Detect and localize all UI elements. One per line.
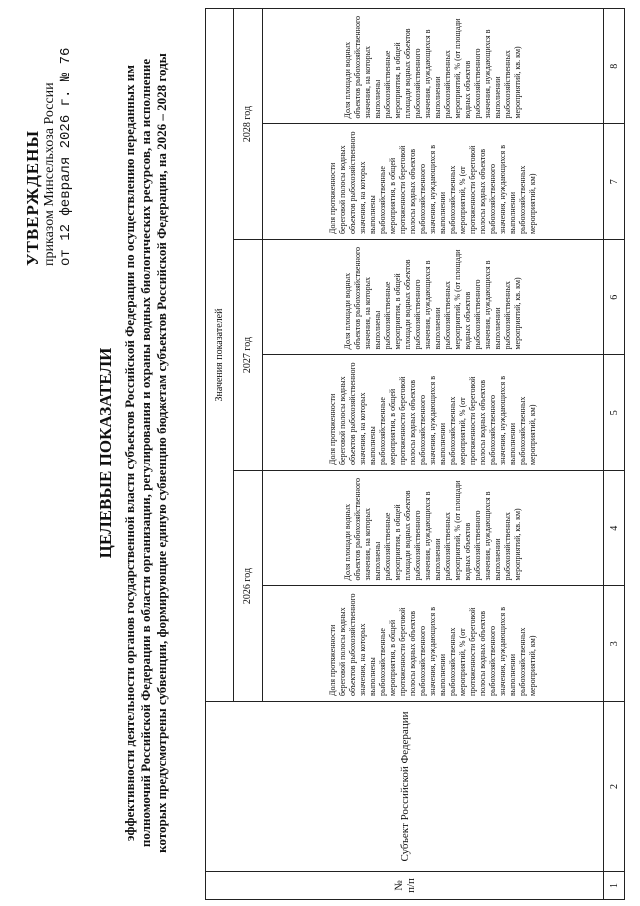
indicator-shore-2028: Доля протяженности береговой полосы водных объектов рыбохозяйственного значения, на которых выполнены рыбохозяйственные мероприятия, в общей протяженности береговой полосы водных объектов рыбохозяйственного значения, нуждающихся в выполнении рыбохозяйственных мероприятий, % (от протяженности береговой полосы водных объектов рыбохозяйственного значения, нуждающихся в выполнении рыбохозяйственных мероприятий, км) [262, 124, 603, 240]
column-number-row [604, 9, 625, 900]
indicator-area-2026: Доля площади водных объектов рыбохозяйственного значения, на которых выполнены рыбохозяйственные мероприятия, в общей площади водных объектов рыбохозяйственного значения, нуждающихся в выполнении рыбохозяйственных мероприятий, % (от площади водных объектов рыбохозяйственного значения, нуждающихся в выполнении рыбохозяйственных мероприятий, кв. км) [262, 471, 603, 587]
header-year-2027: 2027 год [234, 240, 262, 471]
document-subtitle: эффективности деятельности органов государственной власти субъектов Российской Федерации по осуществлению переданных им полномочий Российской Федерации в области организации, регулирования и охраны водных биологических ресурсов, на исполнение которых предусмотрены субвенции, формирующие единую субвенцию бюджетам субъектов Российской Федерации, на 2026 – 2028 годы [122, 53, 169, 853]
targets-table-wrapper [205, 8, 625, 900]
document-heading: ЦЕЛЕВЫЕ ПОКАЗАТЕЛИ [96, 347, 115, 559]
column-number: 8 [604, 9, 625, 125]
header-year-2028: 2028 год [234, 9, 262, 240]
approval-title: УТВЕРЖДЕНЫ [23, 129, 42, 266]
indicator-shore-2026: Доля протяженности береговой полосы водных объектов рыбохозяйственного значения, на которых выполнены рыбохозяйственные мероприятия, в общей протяженности береговой полосы водных объектов рыбохозяйственного значения, нуждающихся в выполнении рыбохозяйственных мероприятий, % (от протяженности береговой полосы водных объектов рыбохозяйственного значения, нуждающихся в выполнении рыбохозяйственных мероприятий, км) [262, 586, 603, 702]
column-number: 5 [604, 355, 625, 471]
header-subject: Субъект Российской Федерации [206, 702, 604, 872]
approval-date: от 12 февраля 2026 г. № 76 [58, 47, 74, 266]
targets-table [205, 8, 625, 900]
approval-order: приказом Минсельхоза России [42, 82, 57, 266]
document-title-block [96, 0, 170, 906]
header-year-2026: 2026 год [234, 471, 262, 702]
column-number: 1 [604, 872, 625, 900]
column-number: 6 [604, 240, 625, 356]
indicator-area-2027: Доля площади водных объектов рыбохозяйственного значения, на которых выполнены рыбохозяйственные мероприятия, в общей площади водных объектов рыбохозяйственного значения, нуждающихся в выполнении рыбохозяйственных мероприятий, % (от площади водных объектов рыбохозяйственного значения, нуждающихся в выполнении рыбохозяйственных мероприятий, кв. км) [262, 240, 603, 356]
column-number: 4 [604, 471, 625, 587]
column-number: 7 [604, 124, 625, 240]
header-num: № п/п [206, 872, 604, 900]
indicator-shore-2027: Доля протяженности береговой полосы водных объектов рыбохозяйственного значения, на которых выполнены рыбохозяйственные мероприятия, в общей протяженности береговой полосы водных объектов рыбохозяйственного значения, нуждающихся в выполнении рыбохозяйственных мероприятий, % (от протяженности береговой полосы водных объектов рыбохозяйственного значения, нуждающихся в выполнении рыбохозяйственных мероприятий, км) [262, 355, 603, 471]
approval-stamp [24, 16, 75, 266]
column-number: 3 [604, 586, 625, 702]
table-header-row [206, 9, 234, 900]
header-values: Значения показателей [206, 9, 234, 702]
column-number: 2 [604, 702, 625, 872]
indicator-area-2028: Доля площади водных объектов рыбохозяйственного значения, на которых выполнены рыбохозяйственные мероприятия, в общей площади водных объектов рыбохозяйственного значения, нуждающихся в выполнении рыбохозяйственных мероприятий, % (от площади водных объектов рыбохозяйственного значения, нуждающихся в выполнении рыбохозяйственных мероприятий, кв. км) [262, 9, 603, 125]
